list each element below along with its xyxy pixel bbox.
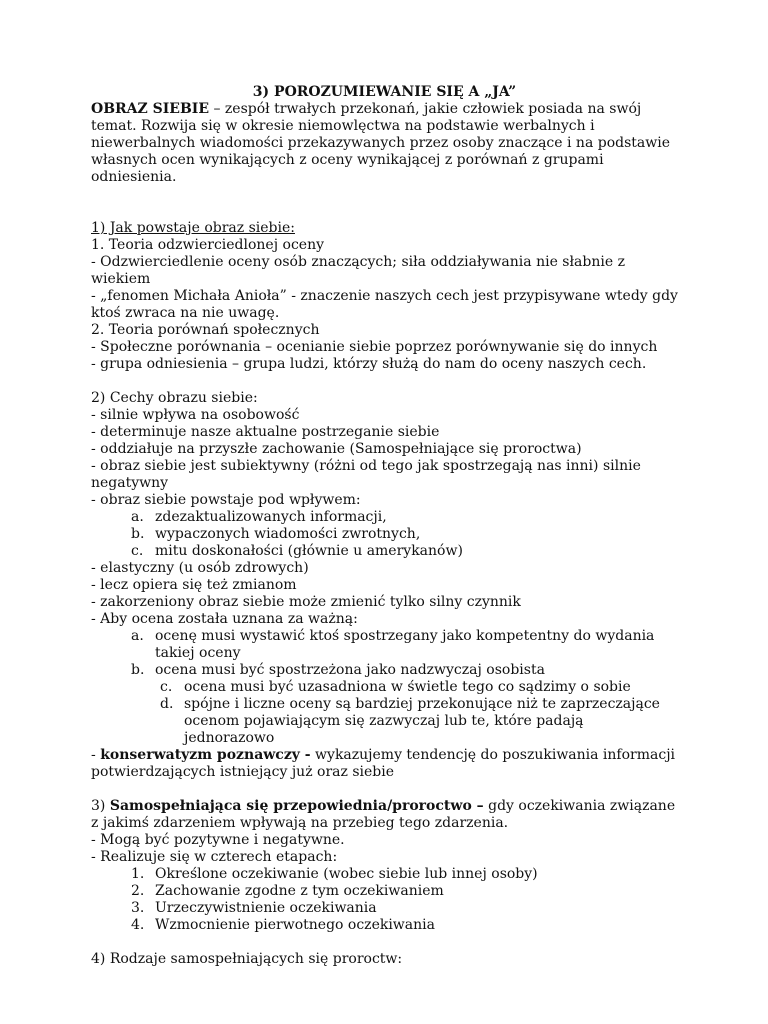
section-1-line: - Społeczne porównania – ocenianie siebie poprzez porównywanie się do innych: [91, 339, 658, 355]
list-item-text: wypaczonych wiadomości zwrotnych,: [155, 526, 421, 542]
list-item: [91, 526, 678, 543]
konserwatyzm-term: konserwatyzm poznawczy -: [100, 747, 311, 763]
step-item: [91, 917, 678, 934]
list-marker: b.: [131, 662, 145, 678]
section-2-line: - obraz siebie jest subiektywny (różni od tego jak spostrzegają nas inni) silnie negatywny: [91, 458, 641, 491]
section-2-line: - obraz siebie powstaje pod wpływem:: [91, 492, 361, 508]
step-text: Wzmocnienie pierwotnego oczekiwania: [155, 917, 435, 933]
step-marker: 1.: [131, 866, 145, 882]
spacer: [91, 203, 678, 220]
list-marker: a.: [131, 628, 144, 644]
step-item: [91, 866, 678, 883]
list-item-text: zdezaktualizowanych informacji,: [155, 509, 387, 525]
list-marker: d.: [160, 696, 174, 712]
spacer: [91, 373, 678, 390]
list-item: [91, 509, 678, 526]
section-3-line: - Mogą być pozytywne i negatywne.: [91, 832, 345, 848]
section-2-line: - silnie wpływa na osobowość: [91, 407, 300, 423]
step-text: Urzeczywistnienie oczekiwania: [155, 900, 377, 916]
list-item-text: ocena musi być uzasadniona w świetle tego co sądzimy o sobie: [184, 679, 631, 695]
section-2-line: - Aby ocena została uznana za ważną:: [91, 611, 358, 627]
section-1-heading: 1) Jak powstaje obraz siebie:: [91, 220, 295, 236]
section-1-line: - Odzwierciedlenie oceny osób znaczących; siła oddziaływania nie słabnie z wiekiem: [91, 254, 625, 287]
step-marker: 3.: [131, 900, 145, 916]
konserwatyzm-paragraph: [91, 747, 678, 781]
section-2-line: - determinuje nasze aktualne postrzeganie siebie: [91, 424, 440, 440]
section-1-line: - grupa odniesienia – grupa ludzi, którzy służą do nam do oceny naszych cech.: [91, 356, 647, 372]
section-4-heading: 4) Rodzaje samospełniających się proroctw:: [91, 951, 403, 967]
step-marker: 2.: [131, 883, 145, 899]
step-marker: 4.: [131, 917, 145, 933]
nested-list-item: [91, 679, 678, 696]
spacer: [91, 186, 678, 203]
section-2-line: - elastyczny (u osób zdrowych): [91, 560, 309, 576]
list-item-text: ocena musi być spostrzeżona jako nadzwyczaj osobista: [155, 662, 545, 678]
section-2-line: - lecz opiera się też zmianom: [91, 577, 297, 593]
section-2-heading: 2) Cechy obrazu siebie:: [91, 390, 258, 406]
section-1-line: 2. Teoria porównań społecznych: [91, 322, 320, 338]
list-item: [91, 628, 678, 662]
section-1-line: 1. Teoria odzwierciedlonej oceny: [91, 237, 324, 253]
section-3-paragraph: [91, 798, 678, 832]
step-text: Określone oczekiwanie (wobec siebie lub innej osoby): [155, 866, 538, 882]
konserwatyzm-prefix: -: [91, 747, 101, 763]
document-title: 3) POROZUMIEWANIE SIĘ A „JA”: [252, 84, 517, 100]
list-marker: b.: [131, 526, 145, 542]
nested-list-item: [91, 696, 678, 747]
section-3-line: - Realizuje się w czterech etapach:: [91, 849, 338, 865]
section-3-term: Samospełniająca się przepowiednia/proroctwo –: [109, 798, 484, 814]
section-3-prefix: 3): [91, 798, 110, 814]
step-text: Zachowanie zgodne z tym oczekiwaniem: [155, 883, 444, 899]
list-item: [91, 662, 678, 679]
list-item-text: mitu doskonałości (głównie u amerykanów): [155, 543, 463, 559]
step-item: [91, 900, 678, 917]
list-item: [91, 543, 678, 560]
section-3-text: gdy oczekiwania związane z jakimś zdarzeniem wpływają na przebieg tego zdarzenia.: [91, 798, 676, 831]
list-item-text: spójne i liczne oceny są bardziej przekonujące niż te zaprzeczające ocenom pojawiającym się zazwyczaj lub te, które padają jednorazowo: [184, 696, 660, 746]
list-marker: a.: [131, 509, 144, 525]
spacer: [91, 934, 678, 951]
intro-paragraph: [91, 101, 678, 186]
intro-text: – zespół trwałych przekonań, jakie człowiek posiada na swój temat. Rozwija się w okresie niemowlęctwa na podstawie werbalnych i niewerbalnych wiadomości przekazywanych przez osoby znaczące i na podstawie własnych ocen wynikających z oceny wynikającej z porównań z grupami odniesienia.: [91, 101, 670, 185]
intro-term: OBRAZ SIEBIE: [91, 101, 210, 117]
section-2-line: - oddziałuje na przyszłe zachowanie (Samospełniające się proroctwa): [91, 441, 582, 457]
list-marker: c.: [131, 543, 144, 559]
list-marker: c.: [160, 679, 173, 695]
spacer: [91, 781, 678, 798]
section-1-line: - „fenomen Michała Anioła” - znaczenie naszych cech jest przypisywane wtedy gdy ktoś zwraca na nie uwagę.: [91, 288, 678, 321]
step-item: [91, 883, 678, 900]
section-2-line: - zakorzeniony obraz siebie może zmienić tylko silny czynnik: [91, 594, 521, 610]
list-item-text: ocenę musi wystawić ktoś spostrzegany jako kompetentny do wydania takiej oceny: [155, 628, 655, 661]
konserwatyzm-text: wykazujemy tendencję do poszukiwania informacji potwierdzających istniejący już oraz siebie: [91, 747, 676, 780]
